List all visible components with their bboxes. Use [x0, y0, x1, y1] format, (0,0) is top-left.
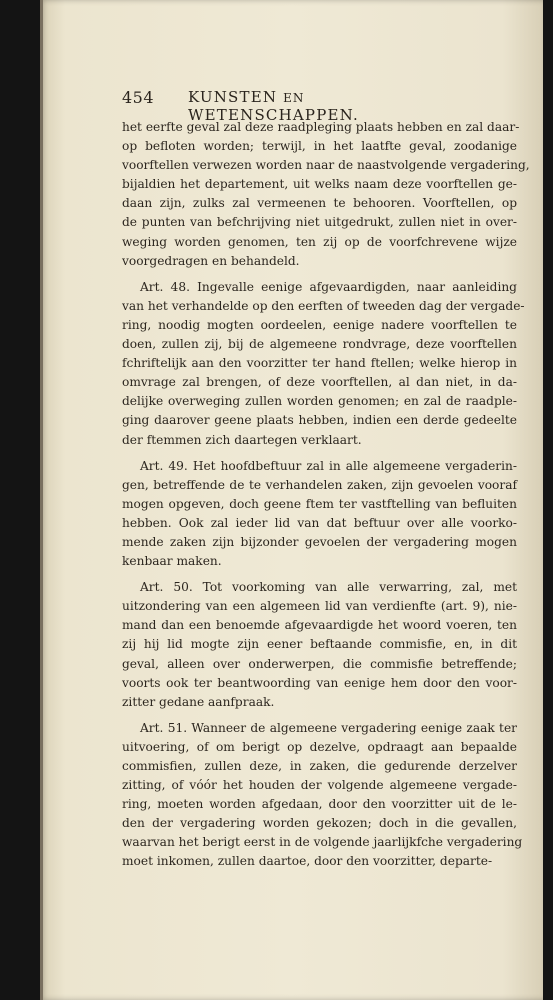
text-line: zij hij lid mogte zijn eener beftaande commisfie, en, in dit	[122, 637, 517, 652]
text-line: mogen opgeven, doch geene ftem ter vastftelling van befluiten	[122, 496, 517, 511]
text-line: mende zaken zijn bijzonder gevoelen der vergadering mogen	[122, 534, 517, 549]
paragraph	[122, 118, 530, 271]
page-header	[122, 88, 452, 124]
paragraph	[122, 719, 523, 872]
text-line: uitvoering, of om berigt op dezelve, opdraagt aan bepaalde	[122, 739, 517, 754]
text-line: der ftemmen zich daartegen verklaart.	[122, 432, 362, 447]
text-line: commisfien, zullen deze, in zaken, die gedurende derzelver	[122, 759, 517, 773]
text-line: voorftellen verwezen worden naar de naastvolgende vergadering,	[122, 158, 530, 173]
text-line: Art. 48. Ingevalle eenige afgevaardigden, naar aanleiding	[140, 279, 517, 294]
text-line: mand dan een benoemde afgevaardigde het woord voeren, ten	[122, 618, 517, 633]
paragraph	[122, 278, 525, 450]
paragraph-gap	[122, 712, 517, 719]
text-line: zitting, of vóór het houden der volgende algemeene vergade-	[122, 778, 517, 793]
paragraph-gap	[122, 450, 517, 457]
text-line: het eerfte geval zal deze raadpleging plaats hebben en zal daar-	[122, 120, 520, 134]
text-line: moet inkomen, zullen daartoe, door den voorzitter, departe-	[122, 854, 493, 869]
text-line: ring, moeten worden afgedaan, door den voorzitter uit de le-	[122, 797, 517, 812]
paragraph	[122, 578, 517, 712]
text-line: delijke overweging zullen worden genomen; en zal de raadple-	[122, 394, 517, 409]
text-line: ging daarover geene plaats hebben, indien een derde gedeelte	[122, 413, 517, 428]
text-line: zitter gedane aanfpraak.	[122, 694, 275, 709]
text-line: voorgedragen en behandeld.	[122, 253, 300, 268]
text-line: daan zijn, zulks zal vermeenen te behooren. Voorftellen, op	[122, 196, 517, 211]
text-line: op befloten worden; terwijl, in het laatfte geval, zoodanige	[122, 139, 517, 154]
text-line: uitzondering van een algemeen lid van verdienfte (art. 9), nie-	[122, 599, 517, 614]
text-line: weging worden genomen, ten zij op de voorfchrevene wijze	[122, 234, 517, 249]
text-line: bijaldien het departement, uit welks naam deze voorftellen ge-	[122, 177, 517, 192]
text-line: voorts ook ter beantwoording van eenige hem door den voor-	[122, 675, 517, 690]
text-line: de punten van befchrijving niet uitgedrukt, zullen niet in over-	[122, 215, 517, 230]
page-number: 454	[122, 88, 155, 107]
text-line: waarvan het berigt eerst in de volgende jaarlijkfche vergadering	[122, 835, 523, 850]
text-line: den der vergadering worden gekozen; doch in die gevallen,	[122, 816, 517, 831]
page-gutter	[40, 0, 43, 1000]
running-head-part: EN	[283, 91, 305, 105]
paragraph	[122, 457, 517, 572]
text-line: fchriftelijk aan den voorzitter ter hand ftellen; welke hierop in	[122, 356, 517, 371]
text-line: omvrage zal brengen, of deze voorftellen, al dan niet, in da-	[122, 375, 517, 390]
body-text	[122, 118, 530, 872]
text-line: gen, betreffende de te verhandelen zaken, zijn gevoelen vooraf	[122, 477, 517, 492]
running-head-part: WETENSCHAPPEN.	[188, 106, 359, 124]
text-line: ring, noodig mogten oordeelen, eenige nadere voorftellen te	[122, 317, 517, 332]
text-line: Art. 49. Het hoofdbeftuur zal in alle algemeene vergaderin-	[140, 458, 517, 473]
text-line: kenbaar maken.	[122, 554, 222, 569]
text-line: Art. 50. Tot voorkoming van alle verwarring, zal, met	[140, 580, 517, 595]
text-line: Art. 51. Wanneer de algemeene vergadering eenige zaak ter	[140, 720, 517, 735]
running-head-part: KUNSTEN	[188, 88, 278, 106]
text-line: doen, zullen zij, bij de algemeene rondvrage, deze voorftellen	[122, 337, 517, 352]
text-line: hebben. Ook zal ieder lid van dat beftuur over alle voorko-	[122, 515, 517, 530]
text-line: geval, alleen over onderwerpen, die commisfie betreffende;	[122, 656, 517, 671]
paragraph-gap	[122, 271, 517, 278]
text-line: van het verhandelde op den eerften of tweeden dag der vergade-	[122, 298, 525, 313]
paragraph-gap	[122, 571, 517, 578]
